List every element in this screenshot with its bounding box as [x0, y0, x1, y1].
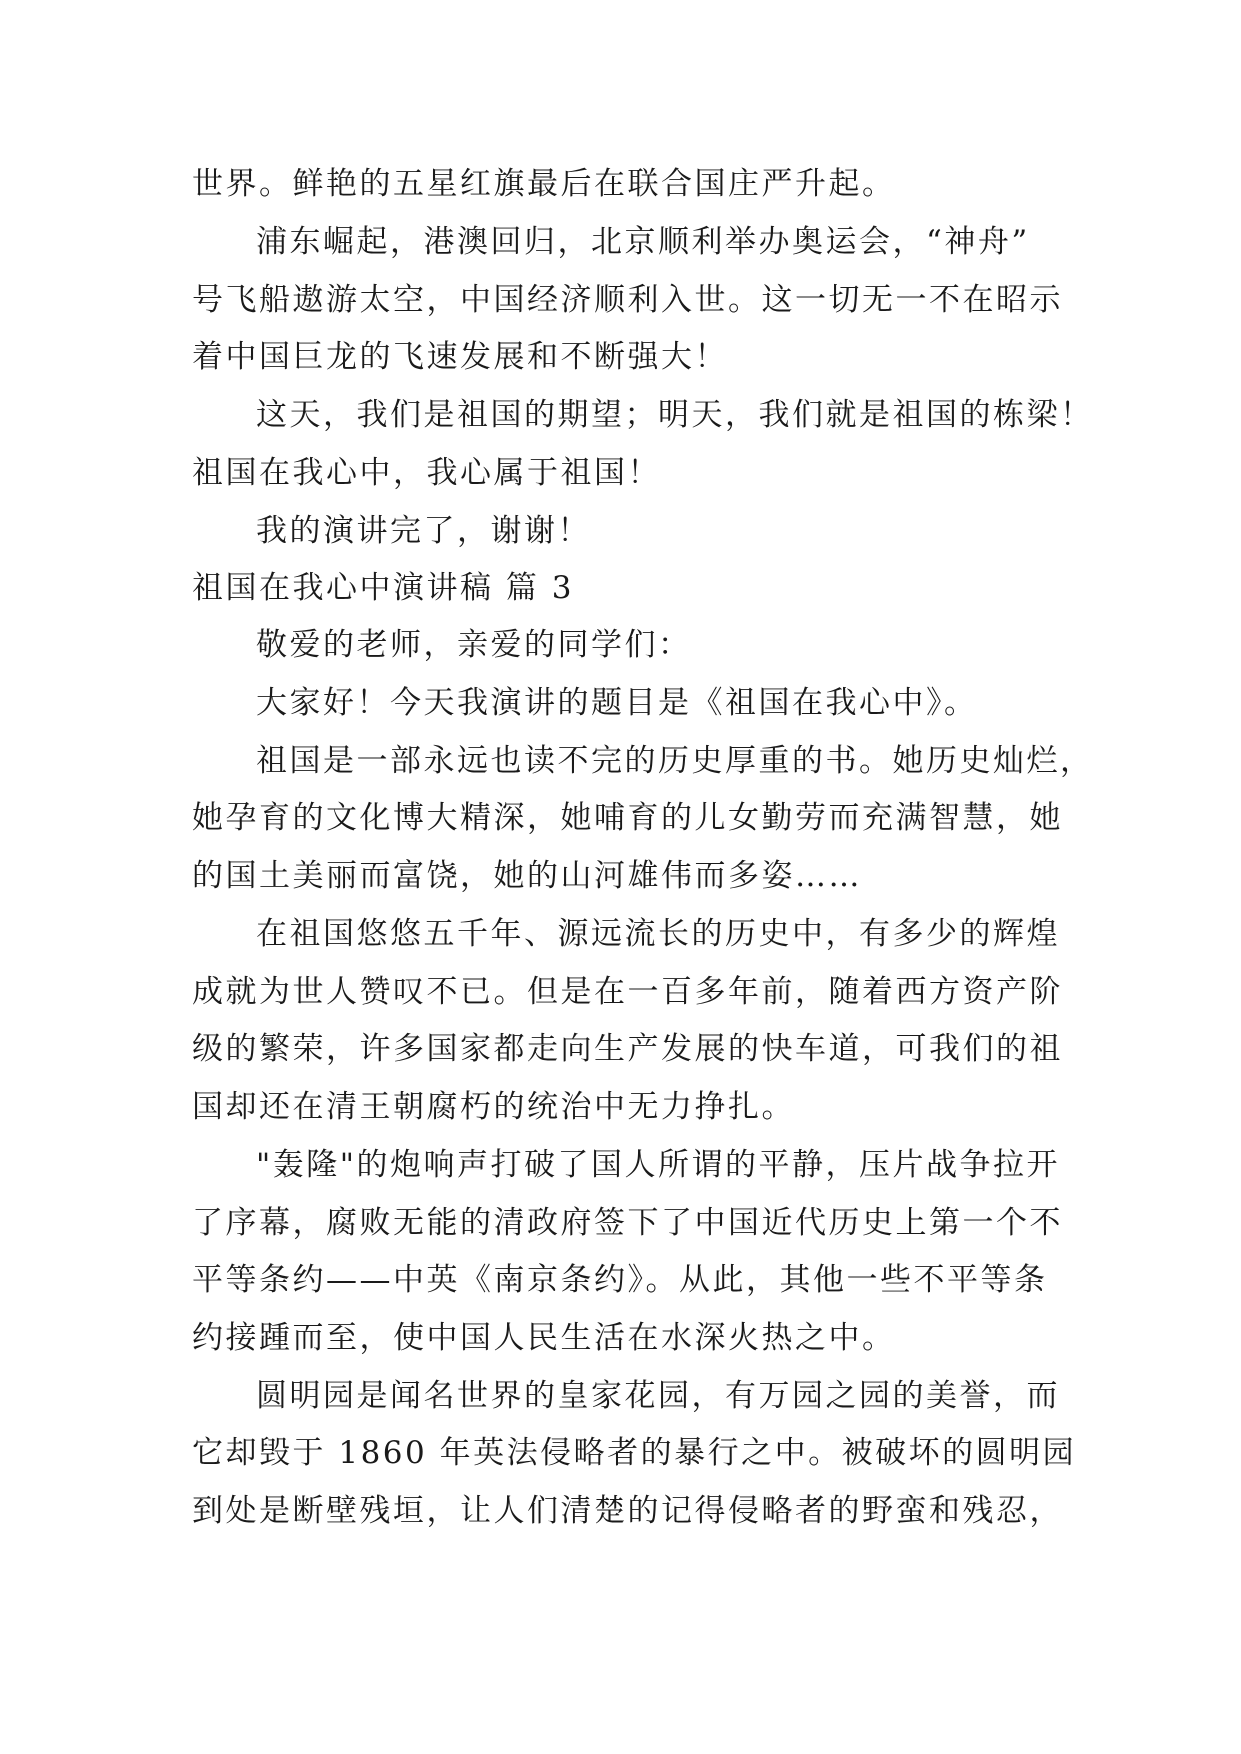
text-line: 的国土美丽而富饶，她的山河雄伟而多姿……	[192, 858, 862, 894]
section-heading: 祖国在我心中演讲稿 篇 3	[192, 570, 574, 606]
text-line: 了序幕，腐败无能的清政府签下了中国近代历史上第一个不	[192, 1205, 1063, 1241]
text-line: 我的演讲完了，谢谢！	[256, 513, 591, 549]
text-line: 在祖国悠悠五千年、源远流长的历史中，有多少的辉煌	[256, 916, 1060, 952]
text-line: 号飞船遨游太空，中国经济顺利入世。这一切无一不在昭示	[192, 282, 1063, 318]
text-line: 约接踵而至，使中国人民生活在水深火热之中。	[192, 1320, 896, 1356]
text-line: 她孕育的文化博大精深，她哺育的儿女勤劳而充满智慧，她	[192, 800, 1063, 836]
text-line: 浦东崛起，港澳回归，北京顺利举办奥运会，“神舟”	[256, 224, 1030, 260]
text-line: 世界。鲜艳的五星红旗最后在联合国庄严升起。	[192, 166, 896, 202]
text-line: 级的繁荣，许多国家都走向生产发展的快车道，可我们的祖	[192, 1031, 1063, 1067]
text-line: 祖国是一部永远也读不完的历史厚重的书。她历史灿烂，	[256, 743, 1094, 779]
text-line: 国却还在清王朝腐朽的统治中无力挣扎。	[192, 1089, 795, 1125]
text-line: "轰隆"的炮响声打破了国人所谓的平静，压片战争拉开	[256, 1147, 1061, 1183]
text-line: 大家好！今天我演讲的题目是《祖国在我心中》。	[256, 685, 978, 721]
text-line: 平等条约——中英《南京条约》。从此，其他一些不平等条	[192, 1262, 1048, 1298]
text-line: 它却毁于 1860 年英法侵略者的暴行之中。被破坏的圆明园	[192, 1435, 1077, 1471]
text-line: 这天，我们是祖国的期望；明天，我们就是祖国的栋梁！	[256, 397, 1094, 433]
text-line: 成就为世人赞叹不已。但是在一百多年前，随着西方资产阶	[192, 974, 1063, 1010]
text-line: 圆明园是闻名世界的皇家花园，有万园之园的美誉，而	[256, 1378, 1060, 1414]
text-line: 祖国在我心中，我心属于祖国！	[192, 455, 661, 491]
text-line: 着中国巨龙的飞速发展和不断强大！	[192, 339, 728, 375]
text-line: 敬爱的老师，亲爱的同学们：	[256, 627, 692, 663]
text-line: 到处是断壁残垣，让人们清楚的记得侵略者的野蛮和残忍，	[192, 1493, 1063, 1529]
